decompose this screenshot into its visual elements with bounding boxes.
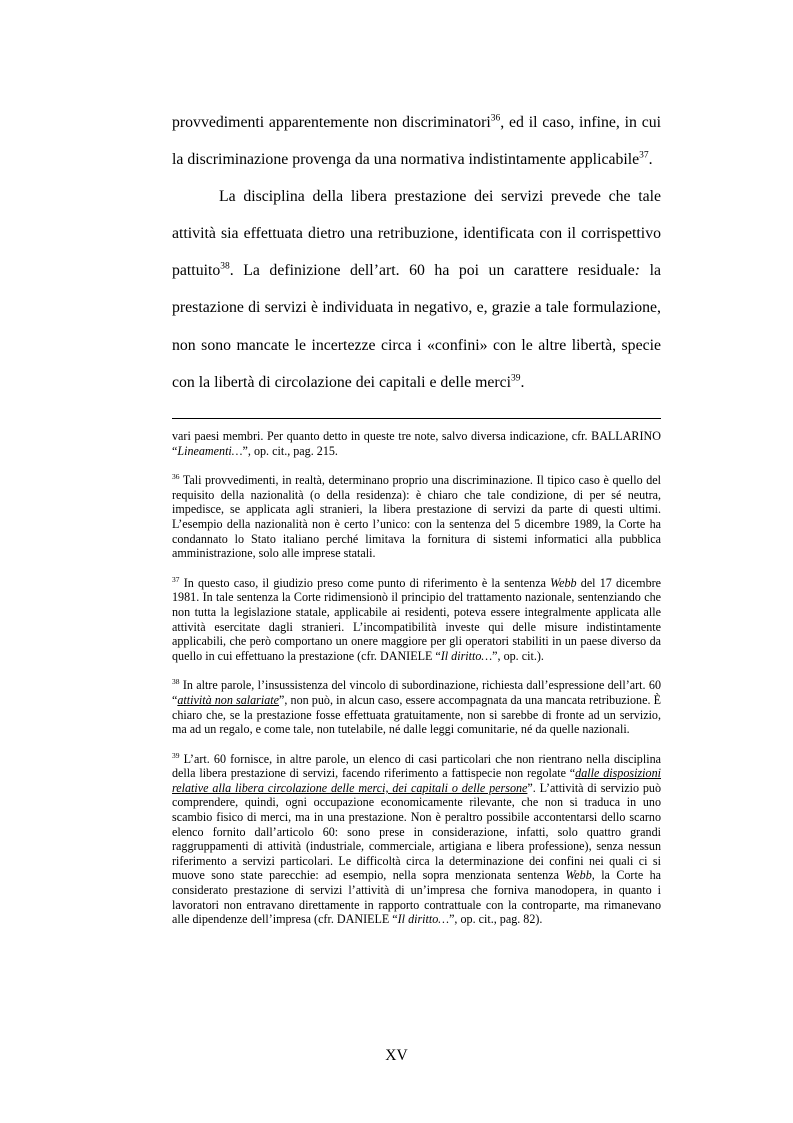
case-name: Webb (565, 868, 592, 883)
footnote-text: vari paesi membri. Per quanto detto in queste tre note, salvo diversa indicazione, cfr. BALLARINO “ (172, 429, 661, 458)
footnote-number: 39 (172, 750, 180, 760)
citation-title: Lineamenti… (177, 443, 243, 458)
quoted-phrase: dalle disposizioni relative alla libera circolazione delle merci, dei capitali o delle persone (172, 766, 661, 795)
footnote-text: Tali provvedimenti, in realtà, determinano proprio una discriminazione. Il tipico caso è quello del requisito della nazionalità (o della residenza): è chiaro che tale condizione, di per sé neutra, impedisce, se applicata agli stranieri, la libera prestazione di servizi da parte di questi ultimi. L’esempio della nazionalità non è certo l’unico: con la sentenza del 5 dicembre 1989, la Corte ha condannato lo Stato italiano perché limitava la fornitura di sistemi informatici alla pubblica amministrazione, solo alle imprese statali. (172, 473, 661, 561)
footnote-38 (172, 678, 661, 736)
citation-title: Il diritto… (397, 912, 450, 927)
footnote-continuation (172, 429, 661, 458)
citation-title: Il diritto… (440, 648, 493, 663)
footnote-ref-36[interactable]: 36 (490, 113, 501, 124)
footnote-separator (172, 418, 661, 419)
main-text (172, 104, 661, 401)
paragraph-text: . La definizione dell’art. 60 ha poi un carattere residuale (229, 262, 635, 280)
footnote-number: 37 (172, 574, 180, 584)
footnote-text: , la Corte ha considerato prestazione di servizi l’attività di un’impresa che forniva manodopera, in quanto i lavoratori non entravano direttamente in rapporto contrattuale con la controparte, ma rimanevano alle dipendenze dell’impresa (cfr. DANIELE “ (172, 868, 661, 927)
case-name: Webb (550, 575, 577, 590)
footnote-37 (172, 576, 661, 664)
footnote-text: In questo caso, il giudizio preso come punto di riferimento è la sentenza (179, 575, 551, 590)
paragraph-text: : (634, 262, 641, 280)
footnote-text: ”, op. cit., pag. 82). (449, 912, 543, 927)
paragraph-1 (172, 104, 661, 178)
paragraph-2 (172, 178, 661, 401)
footnote-text: ”. L’attività di servizio può comprendere, quindi, ogni occupazione economicamente rilevante, che non si traduca in uno scambio fisico di merci, ma in una prestazione. Non è peraltro possibile accontentarsi dello scarno elenco fornito dall’articolo 60: sono prese in considerazione, infatti, solo quattro grandi raggruppamenti di attività (industriale, commerciale, artigiana e libera professione), senza nessun riferimento a servizi particolari. Le difficoltà circa la determinazione dei confini nei quali ci si muove sono state parecchie: ad esempio, nella sopra menzionata sentenza (172, 780, 661, 883)
footnote-text: L’art. 60 fornisce, in altre parole, un elenco di casi particolari che non rientrano nella disciplina della libera prestazione di servizi, facendo riferimento a fattispecie non regolate “ (172, 751, 661, 781)
paragraph-text: provvedimenti apparentemente non discriminatori (172, 114, 491, 131)
footnote-text: ”, non può, in alcun caso, essere accompagnata da una mancata retribuzione. È chiaro che, se la prestazione fosse effettuata gratuitamente, non si sarebbe di fronte ad un servizio, ma ad un regalo, e come tale, non tutelabile, né dalle leggi comunitarie, né da quelle nazionali. (172, 692, 661, 737)
footnote-text: In altre parole, l’insussistenza del vincolo di subordinazione, richiesta dall’espressione dell’art. 60 “ (172, 678, 661, 707)
footnote-ref-37[interactable]: 37 (639, 150, 649, 161)
footnote-number: 38 (172, 677, 180, 687)
paragraph-text: . (648, 151, 653, 169)
footnote-number: 36 (172, 472, 180, 482)
paragraph-text: , ed il caso, infine, in cui la discriminazione provenga da una normativa indistintamente applicabile (172, 114, 662, 169)
page-number: XV (385, 1047, 408, 1064)
footnote-text: ”, op. cit., pag. 215. (242, 443, 338, 458)
paragraph-text: la prestazione di servizi è individuata in negativo, e, grazie a tale formulazione, non sono mancate le incertezze circa i «confini» con le altre libertà, specie con la libertà di circolazione dei capitali e delle merci (172, 262, 661, 391)
footnote-36 (172, 473, 661, 561)
footnote-text: ”, op. cit.). (492, 648, 544, 663)
paragraph-text: La disciplina della libera prestazione dei servizi prevede che tale attività sia effettuata dietro una retribuzione, identificata con il corrispettivo pattuito (172, 188, 661, 280)
footnote-ref-38[interactable]: 38 (220, 262, 230, 273)
footnote-text: del 17 dicembre 1981. In tale sentenza la Corte ridimensionò il principio del trattamento nazionale, sentenziando che non tutta la legislazione statale, applicabile ai residenti, poteva essere integralmente applicata alle attività esercitate dagli stranieri. L’incompatibilità investe qui delle misure indistintamente applicabili, che però comportano un onere maggiore per gli operatori stabiliti in un paese diverso da quello in cui effettuano la prestazione (cfr. DANIELE “ (172, 575, 662, 663)
footnote-39 (172, 752, 661, 927)
paragraph-text: . (520, 373, 525, 391)
footnotes (172, 429, 661, 927)
quoted-phrase: attività non salariate (177, 692, 280, 707)
footnote-ref-39[interactable]: 39 (511, 373, 521, 384)
